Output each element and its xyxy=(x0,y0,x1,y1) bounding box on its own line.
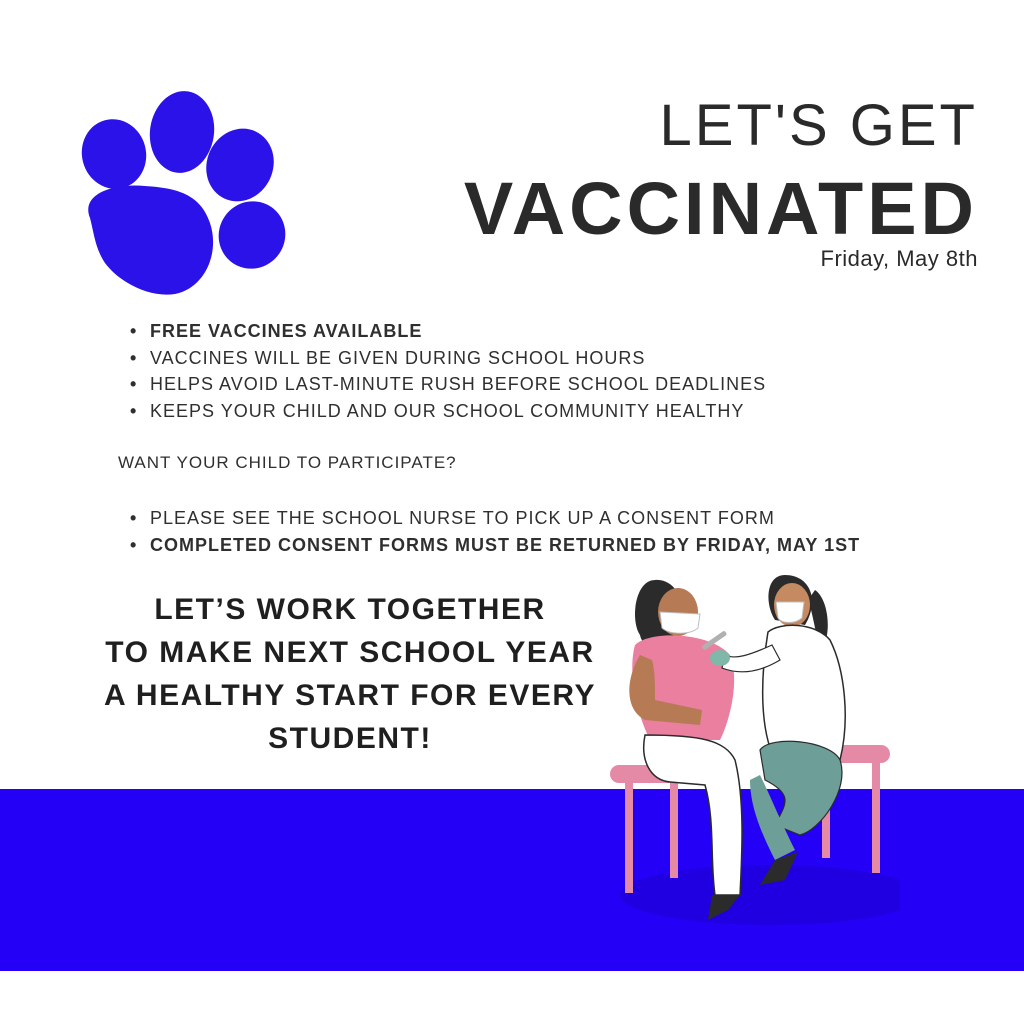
list-item: • VACCINES WILL BE GIVEN DURING SCHOOL HOURS xyxy=(130,345,766,372)
slogan-line: A HEALTHY START FOR EVERY xyxy=(104,679,596,712)
paw-print-icon xyxy=(80,88,290,300)
slogan-line: STUDENT! xyxy=(268,722,432,755)
participation-question: WANT YOUR CHILD TO PARTICIPATE? xyxy=(118,453,457,472)
event-date: Friday, May 8th xyxy=(820,246,978,271)
slogan-line: TO MAKE NEXT SCHOOL YEAR xyxy=(105,636,595,669)
list-item: • KEEPS YOUR CHILD AND OUR SCHOOL COMMUNITY HEALTHY xyxy=(130,398,766,425)
nurse-vaccinating-student-illustration xyxy=(600,560,900,940)
steps-list xyxy=(130,505,860,558)
slogan-line: LET’S WORK TOGETHER xyxy=(154,593,546,626)
headline-main: VACCINATED xyxy=(463,167,978,250)
slogan xyxy=(70,588,630,760)
list-item: • FREE VACCINES AVAILABLE xyxy=(130,318,766,345)
list-item: • COMPLETED CONSENT FORMS MUST BE RETURNED BY FRIDAY, MAY 1ST xyxy=(130,532,860,559)
list-item: • HELPS AVOID LAST-MINUTE RUSH BEFORE SCHOOL DEADLINES xyxy=(130,371,766,398)
benefits-list xyxy=(130,318,766,424)
headline-top: LET'S GET xyxy=(659,93,978,158)
list-item: • PLEASE SEE THE SCHOOL NURSE TO PICK UP A CONSENT FORM xyxy=(130,505,860,532)
